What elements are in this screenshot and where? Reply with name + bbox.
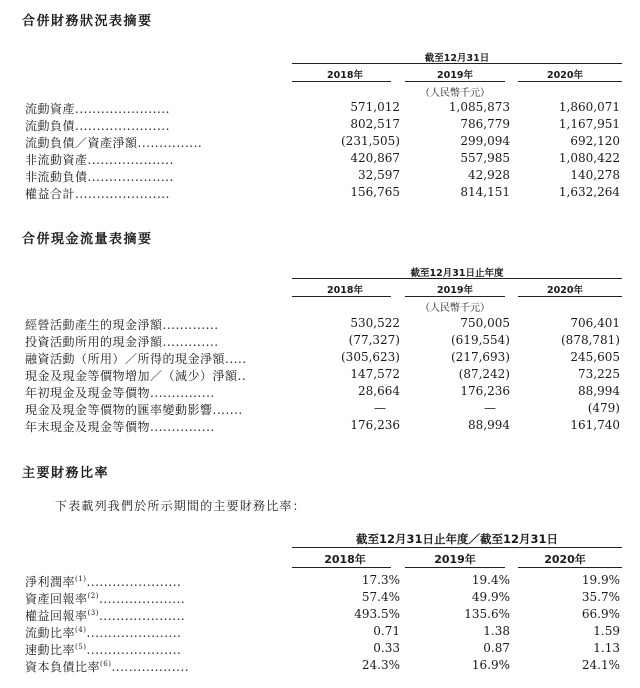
table-row	[0, 624, 640, 641]
row-label: 流動比率$^{(4)}$......................	[25, 626, 182, 640]
cell-2019: 16.9%	[471, 658, 510, 672]
cell-2019: 19.4%	[471, 573, 510, 587]
divider	[518, 567, 622, 568]
row-label: 投資活動所用的現金淨額.............	[25, 335, 219, 349]
section-title-cash-flow: 合併現金流量表摘要	[22, 232, 153, 247]
cell-2020: 1.13	[593, 641, 620, 655]
divider	[405, 567, 505, 568]
year-header-2019: 2019年	[434, 553, 476, 566]
table-row	[0, 658, 640, 675]
cell-2018: 571,012	[350, 100, 400, 114]
cell-2020: 1.59	[593, 624, 620, 638]
cell-2018: 147,572	[350, 367, 400, 381]
footnote-ref: (1)	[75, 575, 87, 583]
cell-2020: 1,080,422	[558, 151, 620, 165]
cell-2019: 557,985	[460, 151, 510, 165]
row-label: 流動負債......................	[25, 119, 170, 133]
cell-2019: —	[484, 401, 496, 415]
divider	[292, 278, 622, 279]
cell-2018: 176,236	[350, 418, 400, 432]
footnote-ref: (4)	[75, 626, 87, 634]
year-header-2020: 2020年	[544, 553, 586, 566]
cell-2020: 1,167,951	[558, 117, 620, 131]
cell-2019: 814,151	[460, 185, 510, 199]
cell-2019: 88,994	[468, 418, 510, 432]
cell-2018: 530,522	[350, 316, 400, 330]
table-row	[0, 384, 640, 401]
year-header-2018: 2018年	[327, 285, 363, 296]
unit-label: （人民幣千元）	[420, 88, 490, 99]
table-row	[0, 573, 640, 590]
year-header-2019: 2019年	[437, 285, 473, 296]
table-row	[0, 641, 640, 658]
row-label: 權益回報率$^{(3)}$....................	[25, 609, 186, 623]
table-row	[0, 117, 640, 134]
table-row	[0, 590, 640, 607]
row-label: 資本負債比率$^{(6)}$..................	[25, 660, 190, 674]
footnote-ref: (3)	[87, 609, 99, 617]
table-row	[0, 168, 640, 185]
cell-2020: 1,632,264	[558, 185, 620, 199]
divider	[292, 296, 391, 297]
cell-2018: 17.3%	[361, 573, 400, 587]
cell-2018: —	[374, 401, 386, 415]
divider	[292, 81, 391, 82]
footnote-ref: (5)	[75, 643, 87, 651]
cell-2020: (878,781)	[561, 333, 620, 347]
cell-2020: 692,120	[570, 134, 620, 148]
row-label: 淨利潤率$^{(1)}$......................	[25, 575, 182, 589]
year-header-2019: 2019年	[437, 70, 473, 81]
row-label: 流動資產......................	[25, 102, 170, 116]
divider	[292, 567, 391, 568]
divider	[292, 63, 622, 64]
row-label: 經營活動產生的現金淨額.............	[25, 318, 219, 332]
cell-2020: 35.7%	[581, 590, 620, 604]
group-header: 截至12月31日	[424, 53, 490, 64]
cell-2019: 0.87	[483, 641, 510, 655]
group-header: 截至12月31日止年度	[410, 268, 504, 279]
table-row	[0, 350, 640, 367]
row-label: 非流動資產....................	[25, 153, 174, 167]
cell-2018: 0.33	[373, 641, 400, 655]
table-row	[0, 401, 640, 418]
cell-2019: 176,236	[460, 384, 510, 398]
cell-2019: 1.38	[483, 624, 510, 638]
table-row	[0, 607, 640, 624]
cell-2020: 19.9%	[581, 573, 620, 587]
year-header-2020: 2020年	[547, 70, 583, 81]
table-row	[0, 333, 640, 350]
divider	[292, 547, 622, 548]
table-row	[0, 316, 640, 333]
table-row	[0, 418, 640, 435]
section-title-financial-position: 合併財務狀況表摘要	[22, 14, 153, 29]
group-header: 截至12月31日止年度／截至12月31日	[355, 532, 558, 546]
cell-2018: 32,597	[358, 168, 400, 182]
year-header-2018: 2018年	[324, 553, 366, 566]
cell-2018: (305,623)	[341, 350, 400, 364]
divider	[518, 296, 622, 297]
cell-2020: 706,401	[570, 316, 620, 330]
divider	[518, 81, 622, 82]
table-row	[0, 151, 640, 168]
cell-2019: 135.6%	[464, 607, 510, 621]
cell-2018: 57.4%	[361, 590, 400, 604]
section-title-key-ratios: 主要財務比率	[22, 466, 110, 481]
cell-2019: 1,085,873	[448, 100, 510, 114]
cell-2019: 49.9%	[471, 590, 510, 604]
row-label: 權益合計......................	[25, 187, 170, 201]
cell-2020: 140,278	[570, 168, 620, 182]
row-label: 融資活動（所用）／所得的現金淨額.....	[25, 352, 247, 366]
divider	[405, 81, 505, 82]
cell-2018: 156,765	[350, 185, 400, 199]
row-label: 年初現金及現金等價物...............	[25, 386, 215, 400]
divider	[405, 296, 505, 297]
cell-2020: 1,860,071	[558, 100, 620, 114]
row-label: 現金及現金等價物增加／（減少）淨額..	[25, 369, 247, 383]
cell-2018: 802,517	[350, 117, 400, 131]
cell-2020: 245,605	[570, 350, 620, 364]
cell-2019: 786,779	[460, 117, 510, 131]
cell-2019: 750,005	[460, 316, 510, 330]
cell-2020: 161,740	[570, 418, 620, 432]
row-label: 流動負債／資產淨額...............	[25, 136, 203, 150]
row-label: 年末現金及現金等價物...............	[25, 420, 215, 434]
cell-2019: (619,554)	[451, 333, 510, 347]
cell-2020: 73,225	[578, 367, 620, 381]
cell-2019: 299,094	[460, 134, 510, 148]
footnote-ref: (6)	[100, 660, 112, 668]
cell-2020: (479)	[587, 401, 620, 415]
cell-2018: 0.71	[373, 624, 400, 638]
year-header-2020: 2020年	[547, 285, 583, 296]
cell-2019: 42,928	[468, 168, 510, 182]
footnote-ref: (2)	[87, 592, 99, 600]
cell-2018: (231,505)	[341, 134, 400, 148]
row-label: 速動比率$^{(5)}$......................	[25, 643, 182, 657]
year-header-2018: 2018年	[327, 70, 363, 81]
row-label: 非流動負債....................	[25, 170, 174, 184]
table-row	[0, 100, 640, 117]
cell-2019: (217,693)	[451, 350, 510, 364]
cell-2020: 24.1%	[581, 658, 620, 672]
table-row	[0, 185, 640, 202]
table-row	[0, 134, 640, 151]
cell-2020: 66.9%	[581, 607, 620, 621]
row-label: 現金及現金等價物的匯率變動影響.......	[25, 403, 243, 417]
cell-2018: 24.3%	[361, 658, 400, 672]
cell-2018: 28,664	[358, 384, 400, 398]
cell-2019: (87,242)	[458, 367, 510, 381]
row-label: 資產回報率$^{(2)}$....................	[25, 592, 186, 606]
cell-2018: 493.5%	[354, 607, 400, 621]
table-row	[0, 367, 640, 384]
intro-text: 下表載列我們於所示期間的主要財務比率：	[55, 499, 306, 513]
cell-2018: (77,327)	[348, 333, 400, 347]
cell-2020: 88,994	[578, 384, 620, 398]
unit-label: （人民幣千元）	[420, 303, 490, 314]
cell-2018: 420,867	[350, 151, 400, 165]
